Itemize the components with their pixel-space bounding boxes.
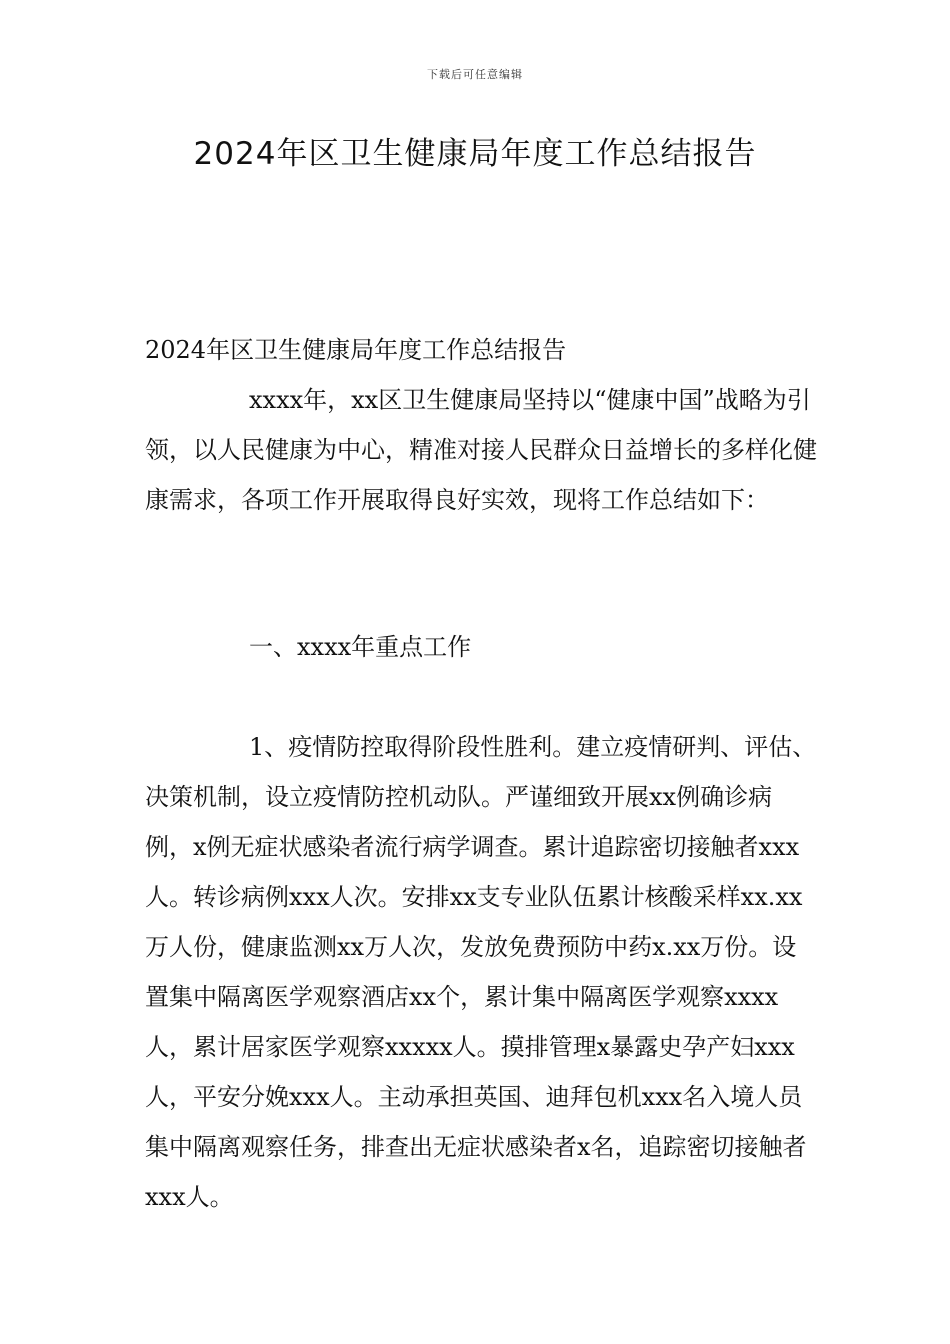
document-subtitle: 2024年区卫生健康局年度工作总结报告: [145, 336, 567, 364]
document-title: 2024年区卫生健康局年度工作总结报告: [193, 136, 757, 172]
section-heading: 一、xxxx年重点工作: [249, 633, 472, 661]
header-note: 下载后可任意编辑: [427, 68, 523, 81]
paragraph-1: 1、疫情防控取得阶段性胜利。建立疫情研判、评估、决策机制，设立疫情防控机动队。严谨细致开展xx例确诊病例，x例无症状感染者流行病学调查。累计追踪密切接触者xxx人。转诊病例xxx人次。安排xx支专业队伍累计核酸采样xx.xx万人份，健康监测xx万人次，发放免费预防中药x.xx万份。设置集中隔离医学观察酒店xx个，累计集中隔离医学观察xxxx人，累计居家医学观察xxxxx人。摸排管理x暴露史孕产妇xxx人，平安分娩xxx人。主动承担英国、迪拜包机xxx名入境人员集中隔离观察任务，排查出无症状感染者x名，追踪密切接触者xxx人。: [145, 733, 817, 1211]
intro-paragraph: xxxx年，xx区卫生健康局坚持以“健康中国”战略为引领，以人民健康为中心，精准对接人民群众日益增长的多样化健康需求，各项工作开展取得良好实效，现将工作总结如下：: [145, 386, 817, 514]
